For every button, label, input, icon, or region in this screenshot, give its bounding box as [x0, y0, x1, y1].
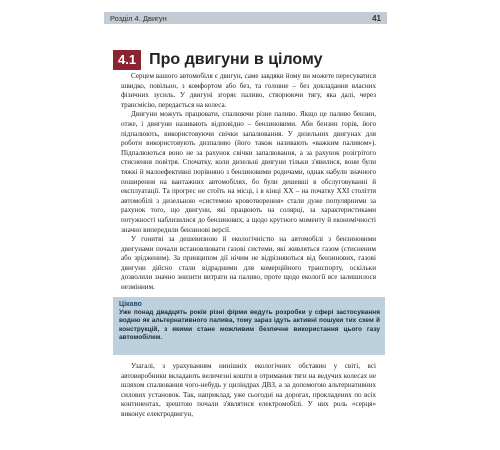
section-number: 4.1 [113, 50, 141, 70]
note-box [113, 297, 385, 355]
page-header [104, 12, 387, 24]
section-title [113, 50, 323, 70]
chapter-label: Розділ 4. Двигун [110, 13, 167, 23]
body-text [121, 72, 376, 293]
body-text-continued [121, 362, 376, 420]
paragraph: У гонитві за дешевизною й екологічністю на автомобілі з бензиновими двигунами почали встановлювати газові системи, які живляться газом (стисненим або зрідженим). За принципом дії нічим не відрізняються від бензинових, газові двигуни дійсно стали відрадними для комерційного транспорту, оскільки дозволили значно знизити витрати на паливо, проте щодо екології все залишилося незмінним. [121, 235, 376, 292]
paragraph: Серцем вашого автомобіля є двигун, саме завдяки йому ви можете пересуватися швидко, повільно, з комфортом або без, та головне – без докладання власних фізичних зусиль. У двигуні згоряє паливо, створюючи тягу, яка далі, через трансмісію, передається на колеса. [121, 72, 376, 109]
paragraph: Двигуни можуть працювати, спалюючи різне паливо. Якщо це паливо бензин, отже, і двигуни називають відповідно – бензиновими. Аби бензин горів, його підпалюють, використовуючи свічки запалювання. У дизельних двигунах для роботи використовують дизпаливо (його також називають «важким паливом»). Підпалюються воно не за рахунок свічки запалювання, а за рахунок розігрітого стиснення повітря. Спочатку, коли дизельні двигуни тільки з'явилися, вони були тяжкі й малоефективні порівняно з бензиновими родичами, однак набули значного поширення на вантажних автомобілях, бо були дешевші в обслуговуванні й експлуатації. Та прогрес не стоїть на місці, і в кінці XX – на початку XXI століття автомобілі з дизельною «системою кровотворення» стали дуже популярними за рахунок того, що двигуни, які працюють на солярці, за характеристиками потужності наблизилися до бензинових, а щодо крутного моменту й економічності значно випередили бензинові версії. [121, 110, 376, 234]
note-text: Уже понад двадцять років різні фірми ведуть розробки у сфері застосування водню як альтернативного палива, тому зараз ідуть активні пошуки тих схем й конструкцій, з якими стане можливим безпечне використання цього газу автомобілем. [119, 309, 380, 342]
page-number: 41 [372, 13, 381, 23]
section-heading: Про двигуни в цілому [149, 51, 323, 68]
note-title: Цікаво [119, 301, 142, 308]
paragraph: Узагалі, з урахуванням нинішніх екологічних обставин у світі, всі автовиробники вкладають величезні кошти в отримання тяги на ведучих колесах не шляхом спалювання чого-небудь у циліндрах ДВЗ, а за допомогою альтернативних силових установок. Так, наприклад, уже сьогодні на дорогах, прокладених по всіх континентах, зрештою почали з'являтися електромобілі. У них роль «серця» виконує електродвигун, [121, 362, 376, 418]
